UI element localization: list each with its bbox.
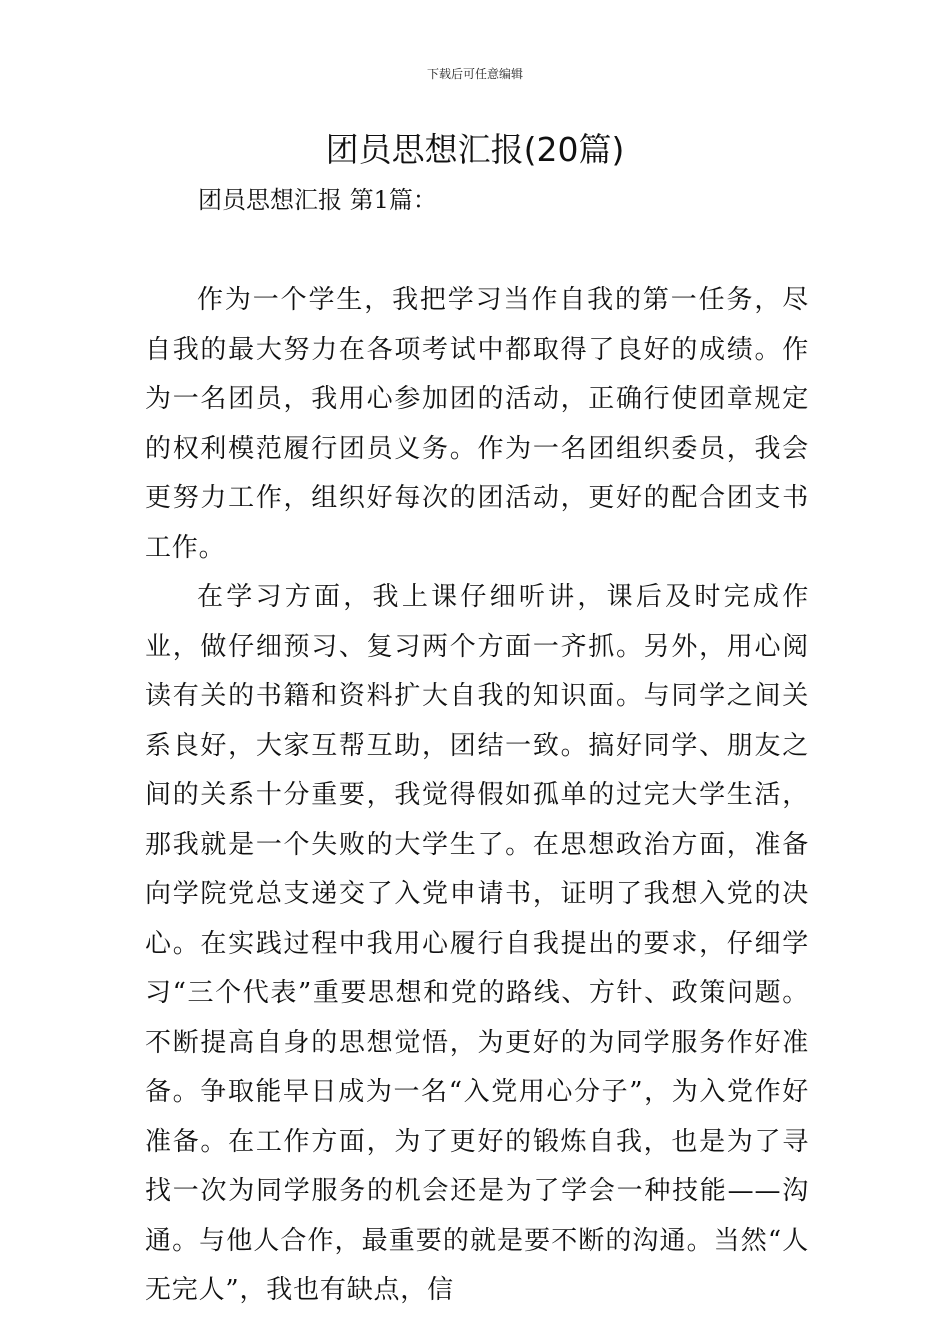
section-heading: 团员思想汇报 第1篇：	[198, 186, 437, 214]
header-note: 下载后可任意编辑	[426, 67, 523, 81]
document-body	[145, 276, 809, 1305]
paragraph-2: 在学习方面，我上课仔细听讲，课后及时完成作业，做仔细预习、复习两个方面一齐抓。另外，用心阅读有关的书籍和资料扩大自我的知识面。与同学之间关系良好，大家互帮互助，团结一致。搞好同学、朋友之间的关系十分重要，我觉得假如孤单的过完大学生活，那我就是一个失败的大学生了。在思想政治方面，准备向学院党总支递交了入党申请书，证明了我想入党的决心。在实践过程中我用心履行自我提出的要求，仔细学习“三个代表”重要思想和党的路线、方针、政策问题。不断提高自身的思想觉悟，为更好的为同学服务作好准备。争取能早日成为一名“入党用心分子”，为入党作好准备。在工作方面，为了更好的锻炼自我，也是为了寻找一次为同学服务的机会还是为了学会一种技能——沟通。与他人合作，最重要的就是要不断的沟通。当然“人无完人”，我也有缺点，信	[145, 582, 809, 1305]
paragraph-1: 作为一个学生，我把学习当作自我的第一任务，尽自我的最大努力在各项考试中都取得了良好的成绩。作为一名团员，我用心参加团的活动，正确行使团章规定的权利模范履行团员义务。作为一名团组织委员，我会更努力工作，组织好每次的团活动，更好的配合团支书工作。	[145, 285, 809, 563]
document-title: 团员思想汇报(20篇)	[325, 130, 625, 169]
